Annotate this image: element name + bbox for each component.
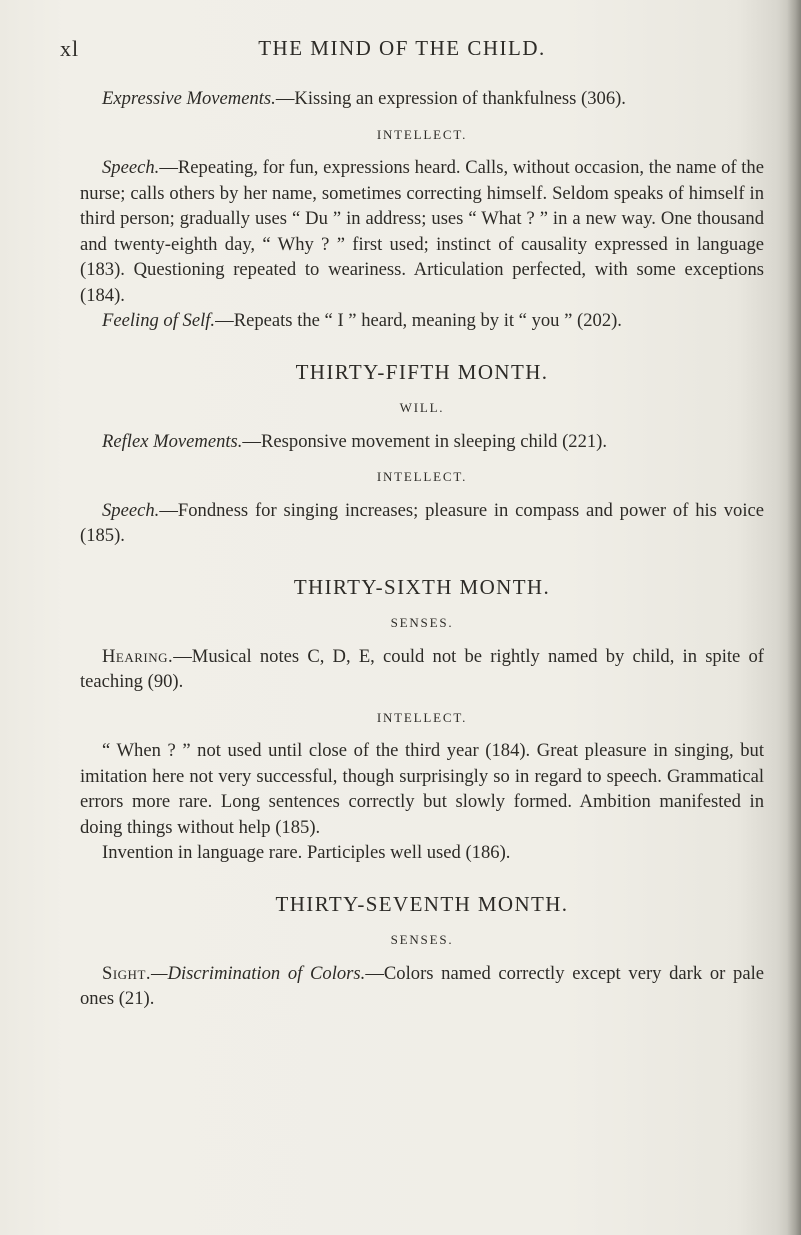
section-heading-intellect: INTELLECT. bbox=[376, 469, 468, 484]
paragraph-text: —Kissing an expression of thankfulness (306). bbox=[275, 88, 626, 109]
paragraph-text: —Repeats the “ I ” heard, meaning by it “ you ” (202). bbox=[215, 310, 622, 331]
paragraph-label: Speech. bbox=[102, 157, 160, 178]
paragraph-label: Feeling of Self. bbox=[102, 310, 216, 331]
paragraph-label: Reflex Movements. bbox=[102, 430, 243, 452]
section-heading-intellect: INTELLECT. bbox=[376, 126, 468, 142]
paragraph-label: Expressive Movements. bbox=[102, 88, 276, 109]
page-body bbox=[80, 86, 764, 1012]
paragraph-label: Sight. bbox=[102, 962, 152, 984]
paragraph-speech bbox=[80, 155, 764, 308]
paragraph-label: Hearing. bbox=[102, 645, 174, 667]
paragraph-sight bbox=[80, 961, 764, 1012]
month-heading-thirty-fifth: THIRTY-FIFTH MONTH. bbox=[295, 359, 549, 384]
section-heading-will: WILL. bbox=[399, 400, 445, 415]
page-binding-shadow bbox=[787, 0, 801, 1235]
paragraph-text: —Responsive movement in sleeping child (221). bbox=[242, 430, 608, 452]
paragraph-text: —Repeating, for fun, expressions heard. Calls, without occasion, the name of the nurse; calls others by her name, sometimes correcting himself. Seldom speaks of himself in third person; gradually uses “ Du ” in address; uses “ What ? ” in a new way. One thousand and twenty-eighth day, “ Why ? ” first used; instinct of causality expressed in language (183). Questioning repeated to weariness. Articulation perfected, with some exceptions (184). bbox=[80, 157, 764, 306]
paragraph-sublabel: —Discrimination of Colors. bbox=[151, 962, 366, 984]
section-heading-intellect: INTELLECT. bbox=[376, 709, 468, 725]
month-heading-thirty-seventh: THIRTY-SEVENTH MONTH. bbox=[275, 891, 569, 916]
page-header bbox=[60, 36, 744, 66]
paragraph-feeling-of-self bbox=[80, 308, 764, 334]
paragraph-hearing bbox=[80, 644, 764, 695]
paragraph-when: “ When ? ” not used until close of the third year (184). Great pleasure in singing, but imitation here not very successful, though surprisingly so in regard to speech. Grammatical errors more rare. Long sentences correctly but slowly formed. Ambition manifested in doing things without help (185). bbox=[80, 740, 764, 838]
page-number: xl bbox=[60, 36, 80, 61]
paragraph-text: —Colors named correctly except very dark or pale ones (21). bbox=[80, 962, 764, 1009]
section-heading-senses: SENSES. bbox=[390, 932, 454, 947]
month-heading-thirty-sixth: THIRTY-SIXTH MONTH. bbox=[293, 574, 551, 599]
section-heading-senses: SENSES. bbox=[390, 615, 454, 630]
paragraph-invention: Invention in language rare. Participles well used (186). bbox=[102, 842, 511, 863]
paragraph-expressive-movements bbox=[80, 86, 764, 112]
paragraph-reflex-movements bbox=[80, 429, 764, 455]
paragraph-text: —Fondness for singing increases; pleasure in compass and power of his voice (185). bbox=[80, 499, 764, 546]
paragraph-label: Speech. bbox=[102, 499, 160, 521]
paragraph-speech bbox=[80, 498, 764, 549]
running-title: THE MIND OF THE CHILD. bbox=[258, 36, 546, 60]
paragraph-text: —Musical notes C, D, E, could not be rightly named by child, in spite of teaching (90). bbox=[80, 645, 764, 692]
